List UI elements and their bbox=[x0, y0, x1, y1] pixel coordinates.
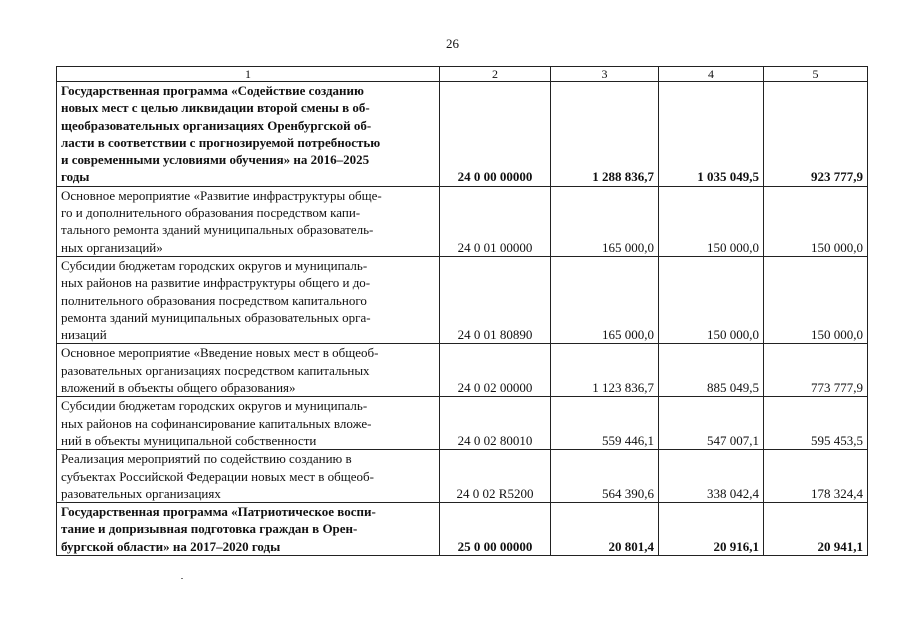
row-description bbox=[57, 450, 440, 503]
description-line: новых мест с целью ликвидации второй смены в об- bbox=[61, 100, 370, 116]
table-body bbox=[57, 82, 868, 556]
amount-column-3: 165 000,0 bbox=[551, 256, 659, 343]
table-row bbox=[57, 82, 868, 187]
budget-classification-code: 24 0 01 00000 bbox=[440, 186, 551, 256]
description-line: Субсидии бюджетам городских округов и муниципаль- bbox=[61, 398, 368, 414]
budget-classification-code: 25 0 00 00000 bbox=[440, 503, 551, 556]
amount-column-4: 20 916,1 bbox=[659, 503, 764, 556]
amount-column-5: 150 000,0 bbox=[764, 186, 868, 256]
amount-column-5: 178 324,4 bbox=[764, 450, 868, 503]
budget-classification-code: 24 0 02 00000 bbox=[440, 344, 551, 397]
amount-column-4: 150 000,0 bbox=[659, 256, 764, 343]
amount-column-4: 547 007,1 bbox=[659, 397, 764, 450]
table-header-row bbox=[57, 67, 868, 82]
amount-column-3: 20 801,4 bbox=[551, 503, 659, 556]
description-line: годы bbox=[61, 169, 90, 185]
amount-column-4: 885 049,5 bbox=[659, 344, 764, 397]
amount-column-5: 773 777,9 bbox=[764, 344, 868, 397]
budget-classification-code: 24 0 00 00000 bbox=[440, 82, 551, 187]
row-description bbox=[57, 397, 440, 450]
budget-classification-code: 24 0 01 80890 bbox=[440, 256, 551, 343]
description-line: и современными условиями обучения» на 2016–2025 bbox=[61, 152, 370, 168]
description-line: разовательных организациях посредством капитальных bbox=[61, 362, 370, 378]
description-line: Основное мероприятие «Развитие инфраструктуры обще- bbox=[61, 187, 382, 203]
column-header: 1 bbox=[57, 67, 440, 82]
row-description bbox=[57, 256, 440, 343]
amount-column-5: 923 777,9 bbox=[764, 82, 868, 187]
amount-column-5: 150 000,0 bbox=[764, 256, 868, 343]
description-line: го и дополнительного образования посредством капи- bbox=[61, 205, 361, 221]
amount-column-5: 595 453,5 bbox=[764, 397, 868, 450]
budget-classification-code: 24 0 02 R5200 bbox=[440, 450, 551, 503]
description-line: ных районов на развитие инфраструктуры общего и до- bbox=[61, 275, 371, 291]
description-line: Реализация мероприятий по содействию созданию в bbox=[61, 451, 352, 467]
description-line: Основное мероприятие «Введение новых мест в общеоб- bbox=[61, 345, 379, 361]
description-line: низаций bbox=[61, 327, 107, 343]
description-line: ласти в соответствии с прогнозируемой потребностью bbox=[61, 134, 381, 150]
amount-column-4: 150 000,0 bbox=[659, 186, 764, 256]
description-line: бургской области» на 2017–2020 годы bbox=[61, 538, 281, 554]
page-number: 26 bbox=[446, 36, 459, 51]
amount-column-4: 338 042,4 bbox=[659, 450, 764, 503]
row-description bbox=[57, 503, 440, 556]
amount-column-3: 559 446,1 bbox=[551, 397, 659, 450]
description-line: ных организаций» bbox=[61, 239, 163, 255]
column-header: 2 bbox=[440, 67, 551, 82]
description-line: щеобразовательных организациях Оренбургской об- bbox=[61, 117, 372, 133]
description-line: полнительного образования посредством капитального bbox=[61, 292, 367, 308]
amount-column-5: 20 941,1 bbox=[764, 503, 868, 556]
amount-column-3: 1 288 836,7 bbox=[551, 82, 659, 187]
amount-column-3: 165 000,0 bbox=[551, 186, 659, 256]
description-line: тание и допризывная подготовка граждан в Орен- bbox=[61, 521, 358, 537]
table-row bbox=[57, 344, 868, 397]
description-line: вложений в объекты общего образования» bbox=[61, 380, 296, 396]
row-description bbox=[57, 186, 440, 256]
column-header: 5 bbox=[764, 67, 868, 82]
row-description bbox=[57, 82, 440, 187]
description-line: ных районов на софинансирование капитальных вложе- bbox=[61, 415, 372, 431]
table-row bbox=[57, 397, 868, 450]
amount-column-3: 564 390,6 bbox=[551, 450, 659, 503]
table-row bbox=[57, 503, 868, 556]
column-header: 4 bbox=[659, 67, 764, 82]
table-row bbox=[57, 256, 868, 343]
amount-column-3: 1 123 836,7 bbox=[551, 344, 659, 397]
description-line: ний в объекты муниципальной собственности bbox=[61, 432, 317, 448]
description-line: Субсидии бюджетам городских округов и муниципаль- bbox=[61, 257, 368, 273]
description-line: разовательных организациях bbox=[61, 485, 221, 501]
description-line: субъектах Российской Федерации новых мест в общеоб- bbox=[61, 468, 375, 484]
row-description bbox=[57, 344, 440, 397]
description-line: ремонта зданий муниципальных образовательных орга- bbox=[61, 309, 371, 325]
description-line: тального ремонта зданий муниципальных образователь- bbox=[61, 222, 374, 238]
table-row bbox=[57, 186, 868, 256]
description-line: Государственная программа «Патриотическое воспи- bbox=[61, 504, 376, 520]
table-row bbox=[57, 450, 868, 503]
scan-speck bbox=[181, 578, 183, 579]
amount-column-4: 1 035 049,5 bbox=[659, 82, 764, 187]
budget-classification-code: 24 0 02 80010 bbox=[440, 397, 551, 450]
budget-table bbox=[56, 66, 868, 556]
column-header: 3 bbox=[551, 67, 659, 82]
description-line: Государственная программа «Содействие созданию bbox=[61, 83, 364, 98]
